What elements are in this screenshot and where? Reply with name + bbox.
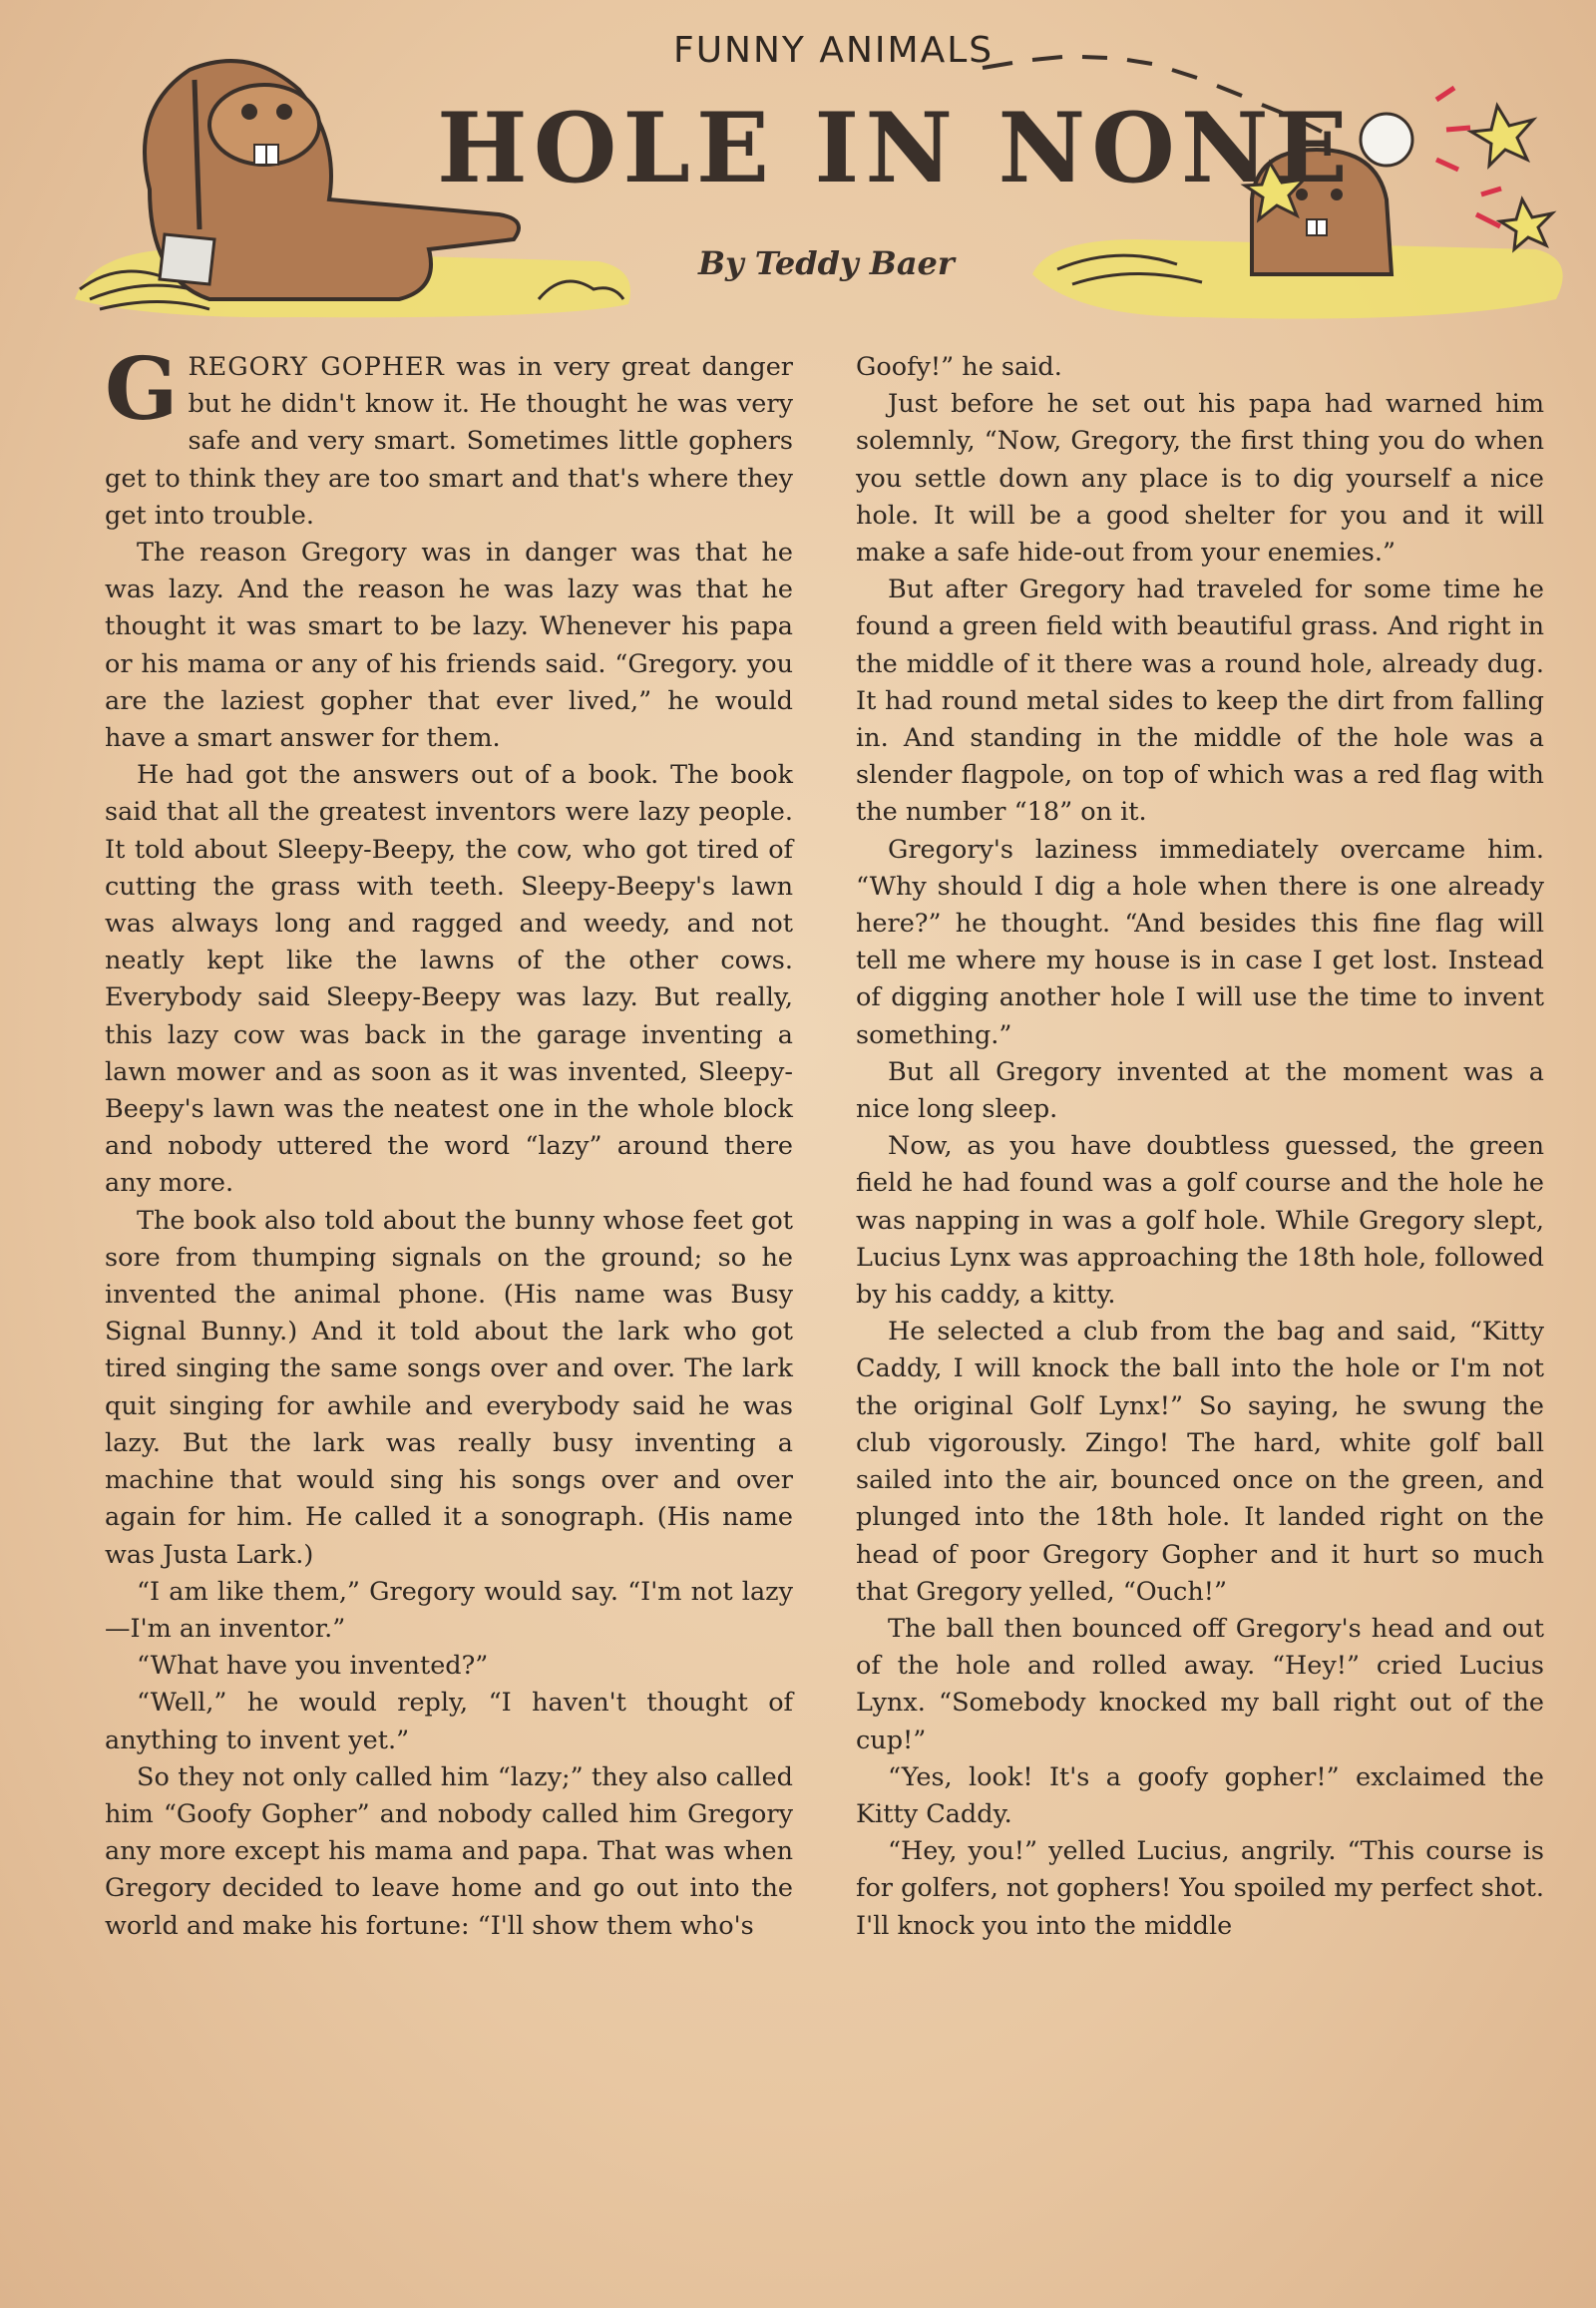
right-column xyxy=(856,349,1544,1945)
paragraph: But all Gregory invented at the moment was a nice long sleep. xyxy=(856,1056,1544,1125)
left-column xyxy=(105,339,793,1945)
paragraph: The book also told about the bunny whose feet got sore from thumping signals on the ground; so he invented the animal phone. (His name was Busy Signal Bunny.) And it told about the lark who got tired singing the same songs over and over. The lark quit singing for awhile and everybody said he was lazy. But the lark was really busy inventing a machine that would sing his songs over and over again for him. He called it a sonograph. (His name was Justa Lark.) xyxy=(105,1205,793,1570)
paragraph: The ball then bounced off Gregory's head and out of the hole and rolled away. “Hey!” cried Lucius Lynx. “Somebody knocked my ball right out of the cup!” xyxy=(856,1613,1544,1755)
paragraph: “Hey, you!” yelled Lucius, angrily. “This course is for golfers, not gophers! You spoiled my perfect shot. I'll knock you into the middle xyxy=(856,1836,1544,1941)
paragraph: He selected a club from the bag and said, “Kitty Caddy, I will knock the ball into the hole or I'm not the original Golf Lynx!” So saying, he swung the club vigorously. Zingo! The hard, white golf ball sailed into the air, bounced once on the green, and plunged into the 18th hole. It landed right on the head of poor Gregory Gopher and it hurt so much that Gregory yelled, “Ouch!” xyxy=(856,1317,1544,1607)
story-byline: By Teddy Baer xyxy=(698,244,955,282)
paragraph: “Yes, look! It's a goofy gopher!” exclaimed the Kitty Caddy. xyxy=(856,1761,1544,1829)
drop-cap: G xyxy=(105,339,179,440)
paragraph: “I am like them,” Gregory would say. “I'm not lazy—I'm an inventor.” xyxy=(105,1576,793,1644)
paragraph: But after Gregory had traveled for some time he found a green field with beautiful grass. And right in the middle of it there was a round hole, already dug. It had round metal sides to keep the dirt from falling in. And standing in the middle of the hole was a slender flagpole, on top of which was a red flag with the number “18” on it. xyxy=(856,575,1544,828)
paragraph: Now, as you have doubtless guessed, the green field he had found was a golf course and the hole he was napping in was a golf hole. While Gregory slept, Lucius Lynx was approaching the 18th hole, followed by his caddy, a kitty. xyxy=(856,1131,1544,1311)
paragraph: “What have you invented?” xyxy=(137,1651,489,1682)
opening-paragraph xyxy=(105,339,793,535)
story-header xyxy=(0,0,1596,349)
golf-ball-icon xyxy=(1361,114,1412,166)
opening-text: was in very great danger but he didn't know it. He thought he was very safe and very smart. Sometimes little gophers get to think they are too smart and that's where they get into trouble. xyxy=(105,352,793,531)
paragraph: He had got the answers out of a book. The book said that all the greatest inventors were lazy people. It told about Sleepy-Beepy, the cow, who got tired of cutting the grass with teeth. Sleepy-Beepy's lawn was always long and ragged and weedy, and not neatly kept like the lawns of the other cows. Everybody said Sleepy-Beepy was lazy. But really, this lazy cow was back in the garage inventing a lawn mower and as soon as it was invented, Sleepy-Beepy's lawn was the neatest one in the whole block and nobody uttered the word “lazy” around there any more. xyxy=(105,760,793,1199)
magazine-name: FUNNY ANIMALS xyxy=(673,30,995,71)
paragraph: “Well,” he would reply, “I haven't thought of anything to invent yet.” xyxy=(105,1688,793,1755)
paragraph: Just before he set out his papa had warned him solemnly, “Now, Gregory, the first thing you do when you settle down any place is to dig yourself a nice hole. It will be a good shelter for you and it will make a safe hide-out from your enemies.” xyxy=(856,389,1544,569)
continuation-line: Goofy!” he said. xyxy=(856,352,1062,382)
paragraph: So they not only called him “lazy;” they also called him “Goofy Gopher” and nobody called him Gregory any more except his mama and papa. That was when Gregory decided to leave home and go out into the world and make his fortune: “I'll show them who's xyxy=(105,1761,793,1941)
paragraph: Gregory's laziness immediately overcame him. “Why should I dig a hole when there is one already here?” he thought. “And besides this fine flag will tell me where my house is in case I get lost. Instead of digging another hole I will use the time to invent something.” xyxy=(856,834,1544,1050)
lead-caps: REGORY GOPHER xyxy=(188,352,445,382)
story-title: HOLE IN NONE xyxy=(437,92,1354,204)
paragraph: The reason Gregory was in danger was that he was lazy. And the reason he was lazy was that he thought it was smart to be lazy. Whenever his papa or his mama or any of his friends said. “Gregory. you are the laziest gopher that ever lived,” he would have a smart answer for them. xyxy=(105,538,793,754)
